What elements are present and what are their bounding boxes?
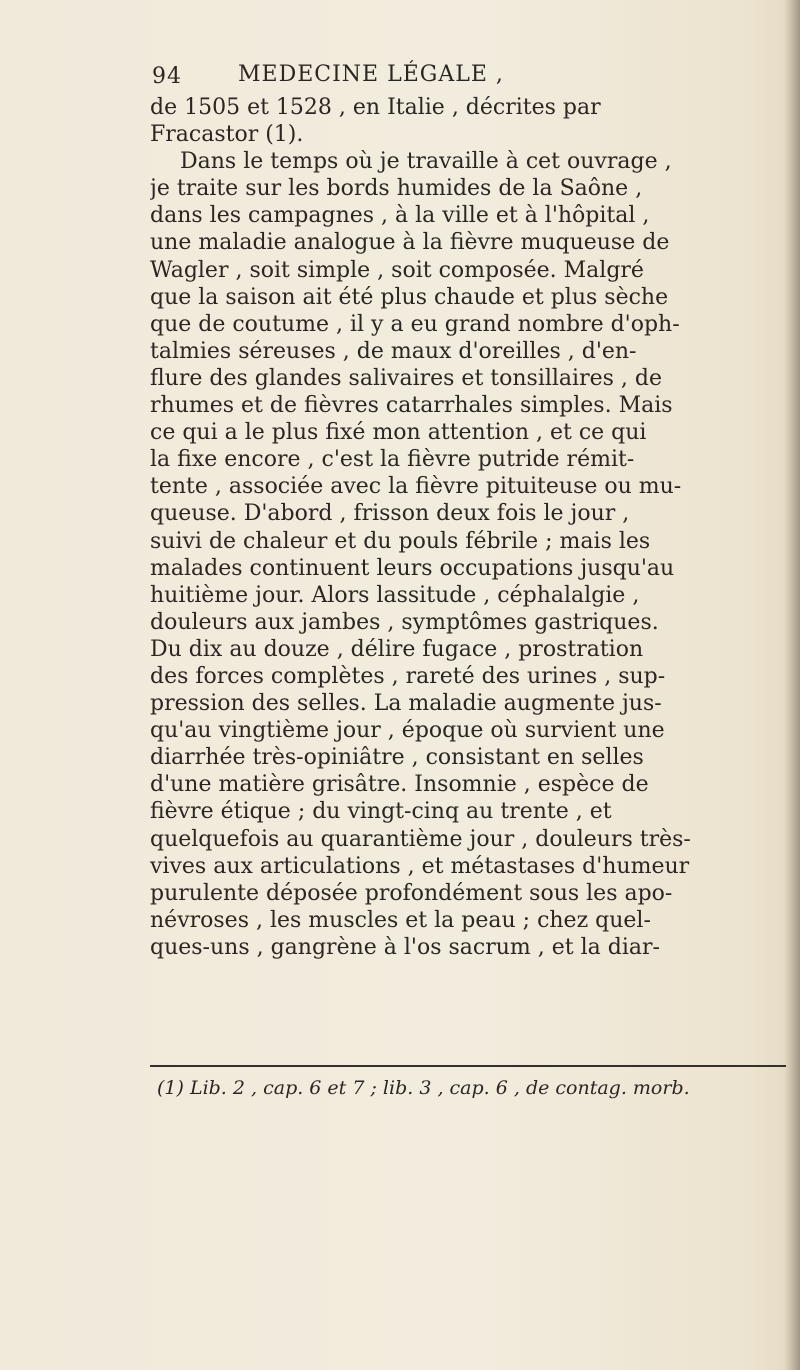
text-line: rhumes et de fièvres catarrhales simples. Mais (150, 393, 673, 419)
text-line: Du dix au douze , délire fugace , prostration (150, 636, 644, 662)
text-line: des forces complètes , rareté des urines , sup- (150, 663, 666, 689)
footnote-divider (150, 1065, 786, 1067)
text-line: ques-uns , gangrène à l'os sacrum , et la diar- (150, 934, 660, 960)
text-line: la fixe encore , c'est la fièvre putride rémit- (150, 447, 635, 473)
text-line: flure des glandes salivaires et tonsillaires , de (150, 365, 662, 391)
text-line: que la saison ait été plus chaude et plus sèche (150, 284, 669, 310)
text-line: Fracastor (1). (150, 122, 304, 148)
text-line: Dans le temps où je travaille à cet ouvrage , (180, 149, 672, 175)
text-line: je traite sur les bords humides de la Saône , (150, 176, 643, 202)
text-line: diarrhée très-opiniâtre , consistant en selles (150, 745, 644, 771)
text-line: douleurs aux jambes , symptômes gastriques. (150, 609, 659, 635)
body-text (150, 94, 790, 961)
text-line: huitième jour. Alors lassitude , céphalalgie , (150, 582, 640, 608)
text-line: dans les campagnes , à la ville et à l'hôpital , (150, 203, 650, 229)
footnote: (1) Lib. 2 , cap. 6 et 7 ; lib. 3 , cap. 6 , de contag. morb. (157, 1077, 690, 1099)
text-line: de 1505 et 1528 , en Italie , décrites par (150, 95, 601, 120)
text-line: purulente déposée profondément sous les apo- (150, 880, 673, 906)
text-line: queuse. D'abord , frisson deux fois le jour , (150, 501, 630, 527)
text-line: névroses , les muscles et la peau ; chez quel- (150, 907, 651, 933)
text-line: Wagler , soit simple , soit composée. Malgré (150, 257, 644, 283)
text-line: qu'au vingtième jour , époque où survient une (150, 718, 665, 744)
text-line: malades continuent leurs occupations jusqu'au (150, 555, 675, 581)
text-line: ce qui a le plus fixé mon attention , et ce qui (150, 420, 647, 446)
text-line: fièvre étique ; du vingt-cinq au trente , et (150, 799, 612, 825)
text-line: d'une matière grisâtre. Insomnie , espèce de (150, 772, 649, 798)
text-line: talmies séreuses , de maux d'oreilles , d'en- (150, 338, 637, 364)
running-head (152, 62, 780, 96)
text-line: que de coutume , il y a eu grand nombre d'oph- (150, 311, 680, 337)
text-line: quelquefois au quarantième jour , douleurs très- (150, 826, 691, 852)
text-line: pression des selles. La maladie augmente jus- (150, 691, 662, 717)
text-line: tente , associée avec la fièvre pituiteuse ou mu- (150, 474, 682, 500)
running-title: MEDECINE LÉGALE , (238, 62, 504, 87)
text-line: vives aux articulations , et métastases d'humeur (150, 853, 690, 879)
text-line: une maladie analogue à la fièvre muqueuse de (150, 230, 670, 256)
page-number: 94 (152, 64, 182, 89)
text-line: suivi de chaleur et du pouls fébrile ; mais les (150, 528, 651, 554)
